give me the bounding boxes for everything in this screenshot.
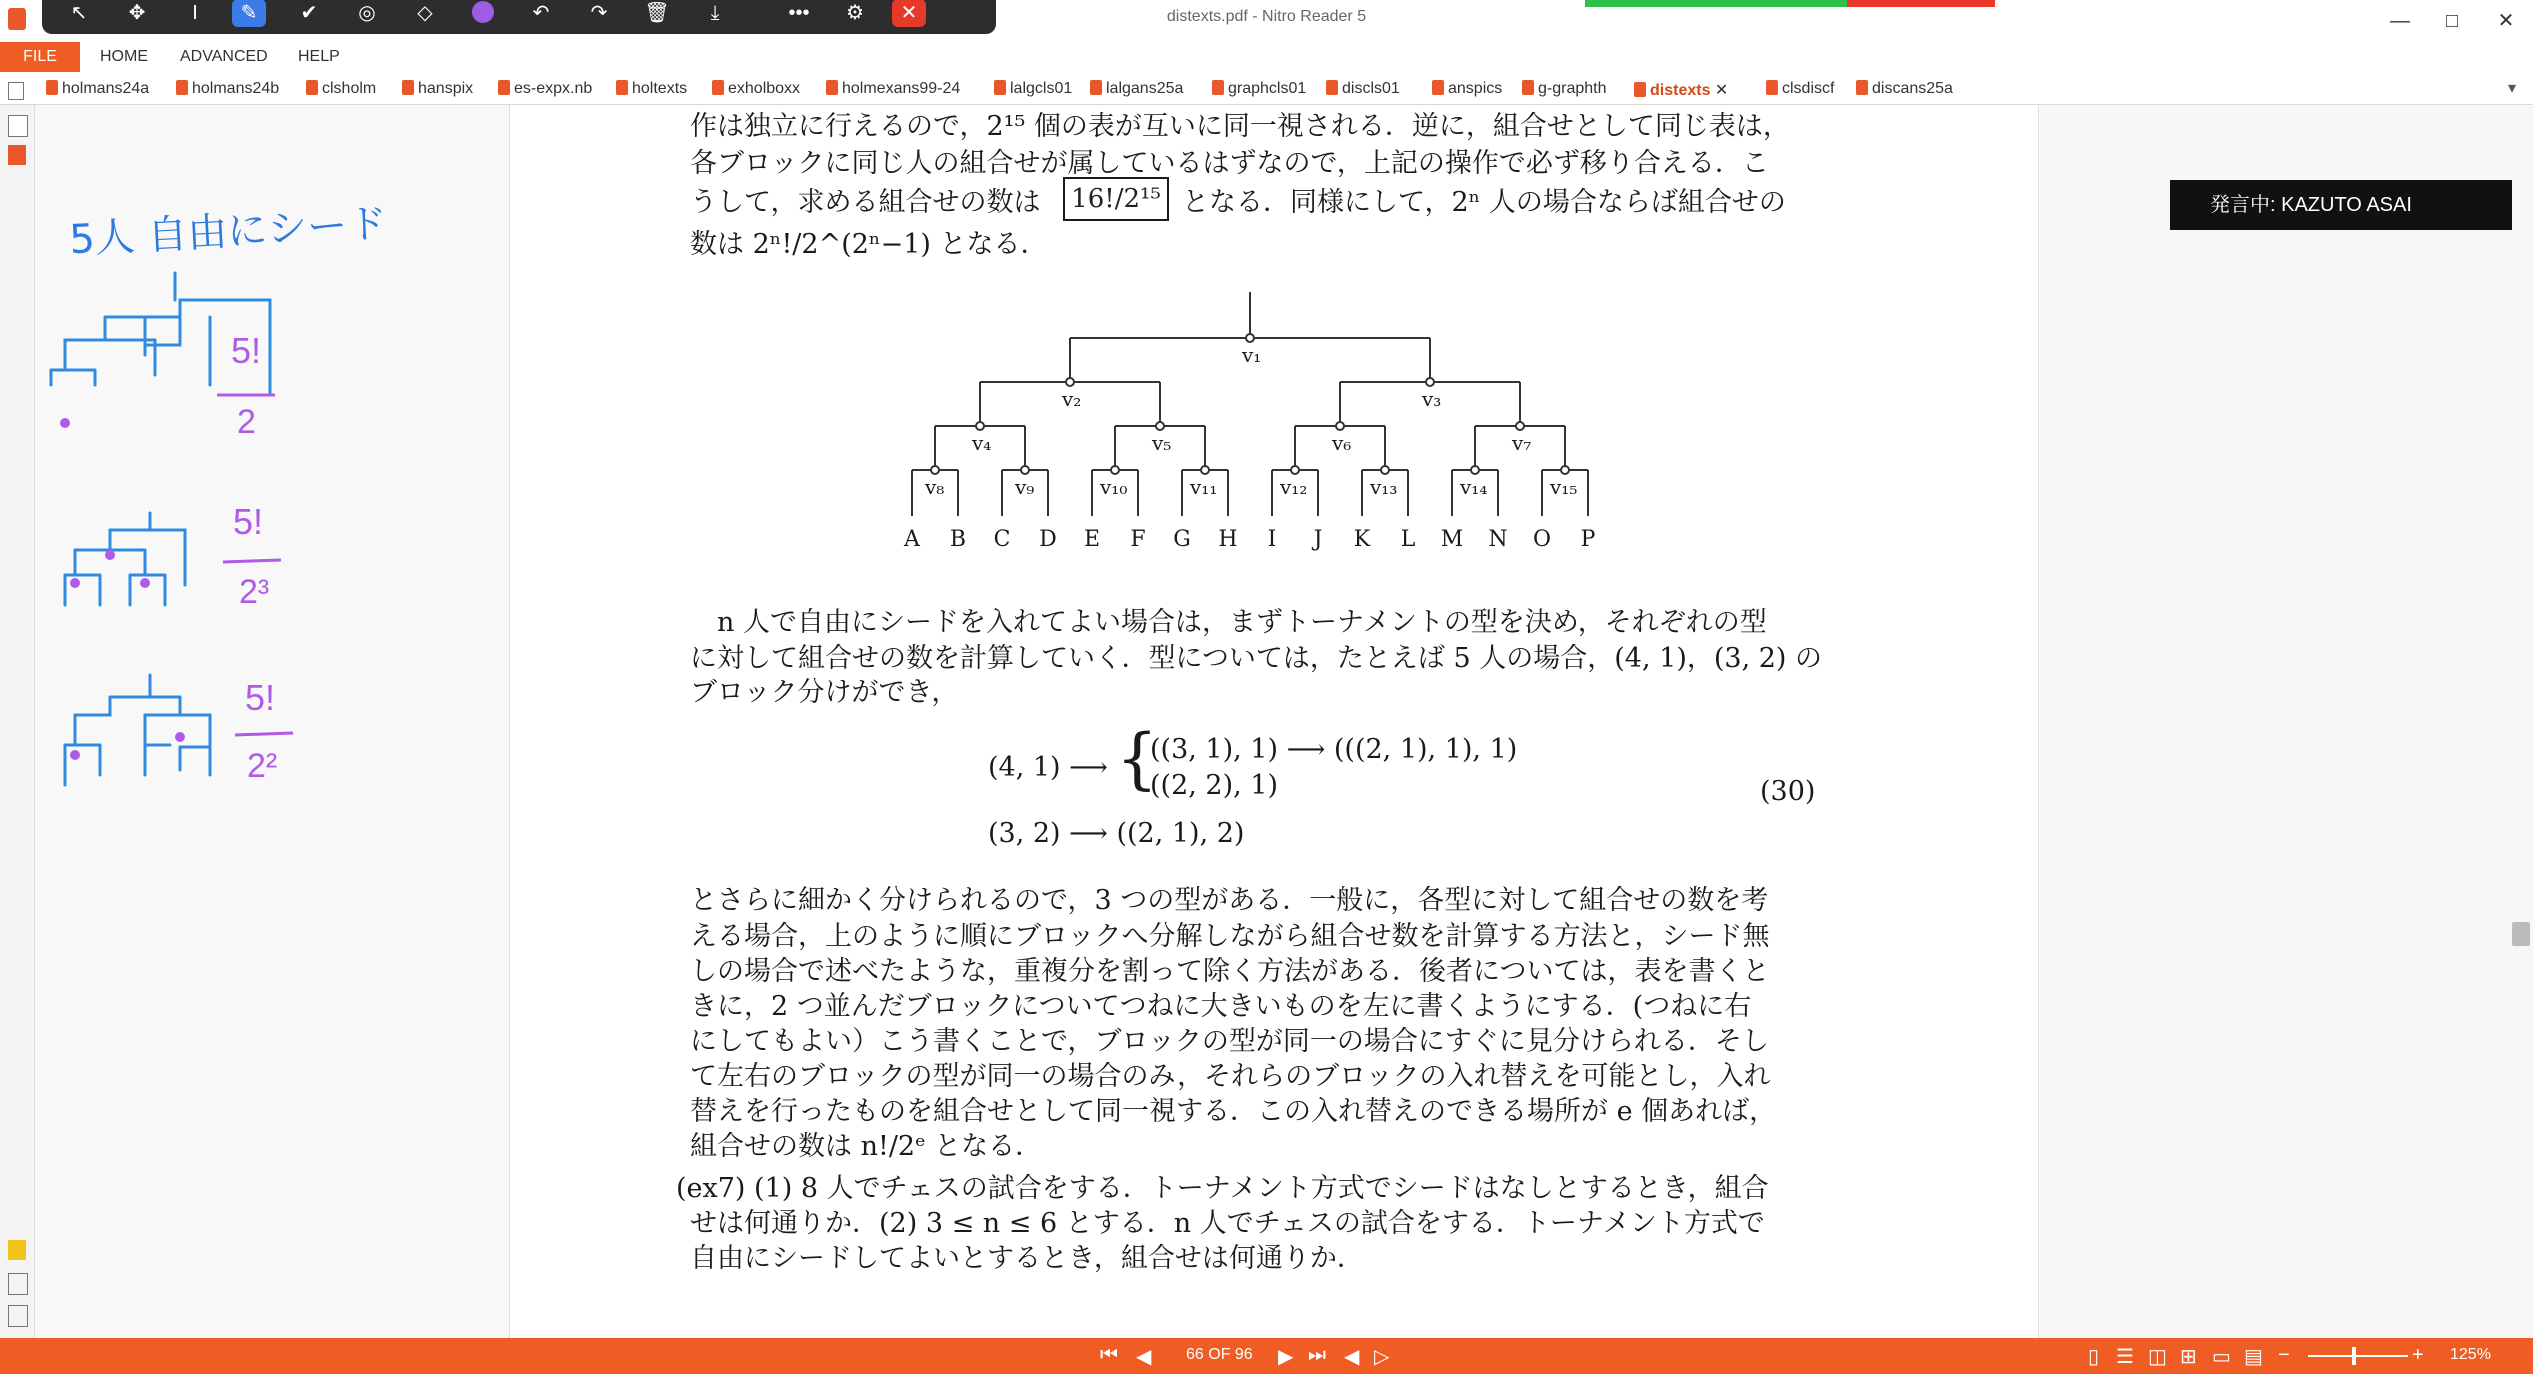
help-menu[interactable]: HELP: [298, 48, 340, 65]
pointer-icon[interactable]: ↖: [70, 2, 88, 24]
layers-icon[interactable]: [8, 1305, 28, 1327]
app-logo-icon: [8, 8, 26, 30]
leaf-g: G: [1173, 527, 1191, 552]
ink-fraction-2-den: 2³: [239, 573, 270, 611]
paragraph-2-line-2: に対して組合せの数を計算していく．型については，たとえば 5 人の場合，(4, 1)，(3, 2) の: [690, 643, 1823, 674]
paragraph-2-line-1: n 人で自由にシードを入れてよい場合は，まずトーナメントの型を決め，それぞれの型: [690, 607, 1767, 638]
user-settings-icon[interactable]: ⚙: [846, 2, 864, 24]
page-icon[interactable]: [8, 82, 24, 100]
zoom-out-icon[interactable]: −: [2278, 1344, 2290, 1366]
pen-icon[interactable]: ✎: [232, 0, 266, 27]
equation-brace: {: [1116, 720, 1158, 797]
back-icon[interactable]: ◀: [1344, 1346, 1360, 1368]
fit-width-icon[interactable]: ▤: [2244, 1346, 2263, 1368]
node-v1: v₁: [1242, 343, 1262, 367]
paragraph-3-line-6: て左右のブロックの型が同一の場合のみ，それらのブロックの入れ替えを可能とし，入れ: [690, 1061, 1771, 1092]
node-v11: v₁₁: [1190, 475, 1218, 499]
ink-heading: 5人 自由にシード: [68, 200, 389, 264]
green-indicator: [1585, 0, 1847, 7]
laser-icon[interactable]: ◎: [358, 2, 376, 24]
tab-discls01[interactable]: discls01: [1326, 80, 1400, 98]
zoom-slider-thumb[interactable]: [2352, 1347, 2356, 1365]
paragraph-1-line-2: 各ブロックに同じ人の組合せが属しているはずなので，上記の操作で必ず移り合える．こ: [690, 148, 1769, 179]
paragraph-3-line-3: しの場合で述べたような，重複分を割って除く方法がある．後者については，表を書くと: [690, 956, 1770, 987]
facing-icon[interactable]: ◫: [2148, 1346, 2167, 1368]
last-page-icon[interactable]: ⏭: [1308, 1344, 1326, 1366]
node-v8: v₈: [925, 475, 945, 499]
status-bar: [0, 1338, 2533, 1374]
node-v2: v₂: [1062, 387, 1082, 411]
leaf-f: F: [1130, 527, 1146, 552]
leaf-n: N: [1488, 527, 1508, 552]
equation-number: (30): [1760, 776, 1816, 807]
node-v15: v₁₅: [1550, 475, 1578, 499]
tab-list-chevron-icon[interactable]: ▾: [2508, 80, 2517, 97]
paragraph-3-line-4: きに，2 つ並んだブロックについてつねに大きいものを左に書くようにする．(つねに右: [690, 991, 1752, 1022]
right-panel: [2038, 105, 2533, 1338]
node-v3: v₃: [1422, 387, 1442, 411]
tournament-tree: [880, 290, 1620, 560]
ink-notes-panel: [35, 105, 510, 1338]
paragraph-1-line-4: 数は 2ⁿ!/2^(2ⁿ−1) となる．: [690, 229, 1048, 260]
ink-fraction-2-num: 5!: [233, 501, 264, 542]
node-v6: v₆: [1332, 431, 1352, 455]
file-menu[interactable]: FILE: [0, 42, 80, 72]
tab-holmans24a[interactable]: holmans24a: [46, 80, 149, 98]
leaf-d: D: [1039, 527, 1057, 552]
paragraph-3-line-7: 替えを行ったものを組合せとして同一視する．この入れ替えのできる場所が e 個あれば，: [690, 1096, 1777, 1127]
leaf-i: I: [1267, 527, 1277, 552]
comments-icon[interactable]: [8, 1240, 26, 1260]
eraser-icon[interactable]: ◇: [417, 2, 433, 24]
text-cursor-icon[interactable]: I: [192, 2, 198, 24]
tab-holmexans99-24[interactable]: holmexans99-24: [826, 80, 960, 98]
node-v10: v₁₀: [1100, 475, 1128, 499]
download-icon[interactable]: ⤓: [710, 2, 720, 24]
tab-g-graphth[interactable]: g-graphth: [1522, 80, 1607, 98]
tab-hanspix[interactable]: hanspix: [402, 80, 473, 98]
paragraph-1-line-3a: うして，求める組合せの数は: [690, 187, 1041, 218]
red-indicator: [1847, 0, 1995, 7]
vertical-scrollbar[interactable]: [2510, 105, 2532, 1338]
tab-lalgans25a[interactable]: lalgans25a: [1090, 80, 1183, 98]
exercise-line-3: 自由にシードしてよいとするとき，組合せは何通りか．: [690, 1243, 1364, 1274]
leaf-e: E: [1083, 527, 1101, 552]
maximize-button[interactable]: □: [2445, 10, 2459, 32]
leaf-l: L: [1400, 527, 1416, 552]
ink-fraction-1-den: 2: [237, 403, 256, 441]
paragraph-3-line-2: える場合，上のように順にブロックへ分解しながら組合せ数を計算する方法と，シード無: [690, 921, 1770, 952]
equation-rhs-1: ((3, 1), 1) ⟶ (((2, 1), 1), 1): [1150, 734, 1518, 765]
leaf-j: J: [1313, 527, 1323, 552]
tab-discans25a[interactable]: discans25a: [1856, 80, 1953, 98]
check-icon[interactable]: ✔: [300, 2, 318, 24]
window-title: distexts.pdf - Nitro Reader 5: [1166, 8, 1367, 25]
fit-page-icon[interactable]: ▭: [2212, 1346, 2231, 1368]
leaf-c: C: [993, 527, 1011, 552]
redo-icon[interactable]: ↷: [590, 2, 608, 24]
node-v7: v₇: [1512, 431, 1532, 455]
paragraph-3-line-5: にしてもよい）こう書くことで，ブロックの型が同一の場合にすぐに見分けられる．そし: [690, 1026, 1769, 1057]
thumbnails-icon[interactable]: [8, 115, 28, 137]
menu-bar: [0, 42, 2533, 72]
node-v14: v₁₄: [1460, 475, 1488, 499]
tab-lalgcls01[interactable]: lalgcls01: [994, 80, 1072, 98]
scrollbar-thumb[interactable]: [2512, 922, 2530, 946]
first-page-icon[interactable]: ⏮: [1100, 1344, 1118, 1366]
close-toolbar-icon[interactable]: ✕: [892, 0, 926, 27]
zoom-in-icon[interactable]: +: [2412, 1344, 2424, 1366]
leaf-k: K: [1353, 527, 1371, 552]
tab-anspics[interactable]: anspics: [1432, 80, 1502, 98]
document-tabs: [0, 74, 2533, 105]
paragraph-2-line-3: ブロック分けができ，: [690, 677, 959, 708]
paragraph-3-line-8: 組合せの数は n!/2ᵉ となる．: [690, 1131, 1043, 1162]
leaf-b: B: [949, 527, 967, 552]
more-icon[interactable]: •••: [788, 2, 810, 24]
facing-continuous-icon[interactable]: ⊞: [2180, 1346, 2197, 1368]
node-v12: v₁₂: [1280, 475, 1308, 499]
tab-distexts[interactable]: distexts ✕: [1634, 80, 1728, 100]
continuous-icon[interactable]: ☰: [2116, 1346, 2134, 1368]
equation-rhs-2: ((2, 2), 1): [1150, 770, 1278, 801]
ink-drawings: [35, 105, 509, 1338]
ink-fraction-3-num: 5!: [245, 677, 276, 718]
minimize-button[interactable]: —: [2390, 10, 2410, 32]
leaf-p: P: [1580, 527, 1596, 552]
close-tab-icon[interactable]: ✕: [1714, 82, 1729, 99]
leaf-h: H: [1218, 527, 1238, 552]
paragraph-1-line-3b: となる．同様にして，2ⁿ 人の場合ならば組合せの: [1182, 187, 1786, 218]
zoom-level[interactable]: 125%: [2450, 1346, 2491, 1363]
ink-fraction-3-den: 2²: [247, 747, 278, 785]
equation-lhs-1: (4, 1) ⟶: [988, 752, 1108, 783]
attachments-icon[interactable]: [8, 1273, 28, 1295]
node-v5: v₅: [1152, 431, 1172, 455]
undo-icon[interactable]: ↶: [532, 2, 550, 24]
paragraph-3-line-1: とさらに細かく分けられるので，3 つの型がある．一般に，各型に対して組合せの数を考: [690, 885, 1769, 916]
ink-fraction-1-num: 5!: [231, 330, 262, 371]
exercise-line-1: (ex7) (1) 8 人でチェスの試合をする．トーナメント方式でシードはなしとするとき，組合: [676, 1173, 1769, 1204]
tab-clsdiscf[interactable]: clsdiscf: [1766, 80, 1834, 98]
leaf-a: A: [904, 527, 920, 552]
single-page-icon[interactable]: ▯: [2088, 1346, 2100, 1368]
boxed-answer: 16!/2¹⁵: [1063, 177, 1169, 221]
node-v4: v₄: [972, 431, 992, 455]
zoom-slider[interactable]: [2308, 1355, 2408, 1357]
bookmarks-icon[interactable]: [8, 145, 26, 165]
speaker-indicator: 発言中: KAZUTO ASAI: [2170, 180, 2512, 230]
prev-page-icon[interactable]: ◀: [1136, 1346, 1152, 1368]
drawing-toolbar: [42, 0, 996, 34]
paragraph-1-line-1: 作は独立に行えるので，2¹⁵ 個の表が互いに同一視される．逆に，組合せとして同じ表は，: [690, 111, 1790, 142]
leaf-o: O: [1532, 527, 1552, 552]
move-icon[interactable]: ✥: [128, 2, 146, 24]
color-icon[interactable]: [466, 0, 500, 27]
left-rail: [0, 105, 35, 1338]
advanced-menu[interactable]: ADVANCED: [180, 48, 268, 65]
tab-holtexts[interactable]: holtexts: [616, 80, 687, 98]
home-menu[interactable]: HOME: [100, 48, 148, 65]
page-indicator[interactable]: 66 OF 96: [1186, 1346, 1253, 1363]
tab-es-expx[interactable]: es-expx.nb: [498, 80, 592, 98]
close-window-button[interactable]: ✕: [2497, 10, 2515, 32]
next-page-icon[interactable]: ▶: [1278, 1346, 1294, 1368]
tab-graphcls01[interactable]: graphcls01: [1212, 80, 1306, 98]
exercise-line-2: せは何通りか．(2) 3 ≤ n ≤ 6 とする．n 人でチェスの試合をする．トーナメント方式で: [690, 1208, 1765, 1239]
trash-icon[interactable]: 🗑: [644, 2, 670, 24]
forward-icon[interactable]: ▷: [1374, 1346, 1390, 1368]
equation-line-2: (3, 2) ⟶ ((2, 1), 2): [988, 818, 1245, 849]
tab-holmans24b[interactable]: holmans24b: [176, 80, 279, 98]
tab-clsholm[interactable]: clsholm: [306, 80, 376, 98]
node-v9: v₉: [1015, 475, 1035, 499]
tab-exholboxx[interactable]: exholboxx: [712, 80, 800, 98]
node-v13: v₁₃: [1370, 475, 1398, 499]
leaf-m: M: [1440, 527, 1464, 552]
